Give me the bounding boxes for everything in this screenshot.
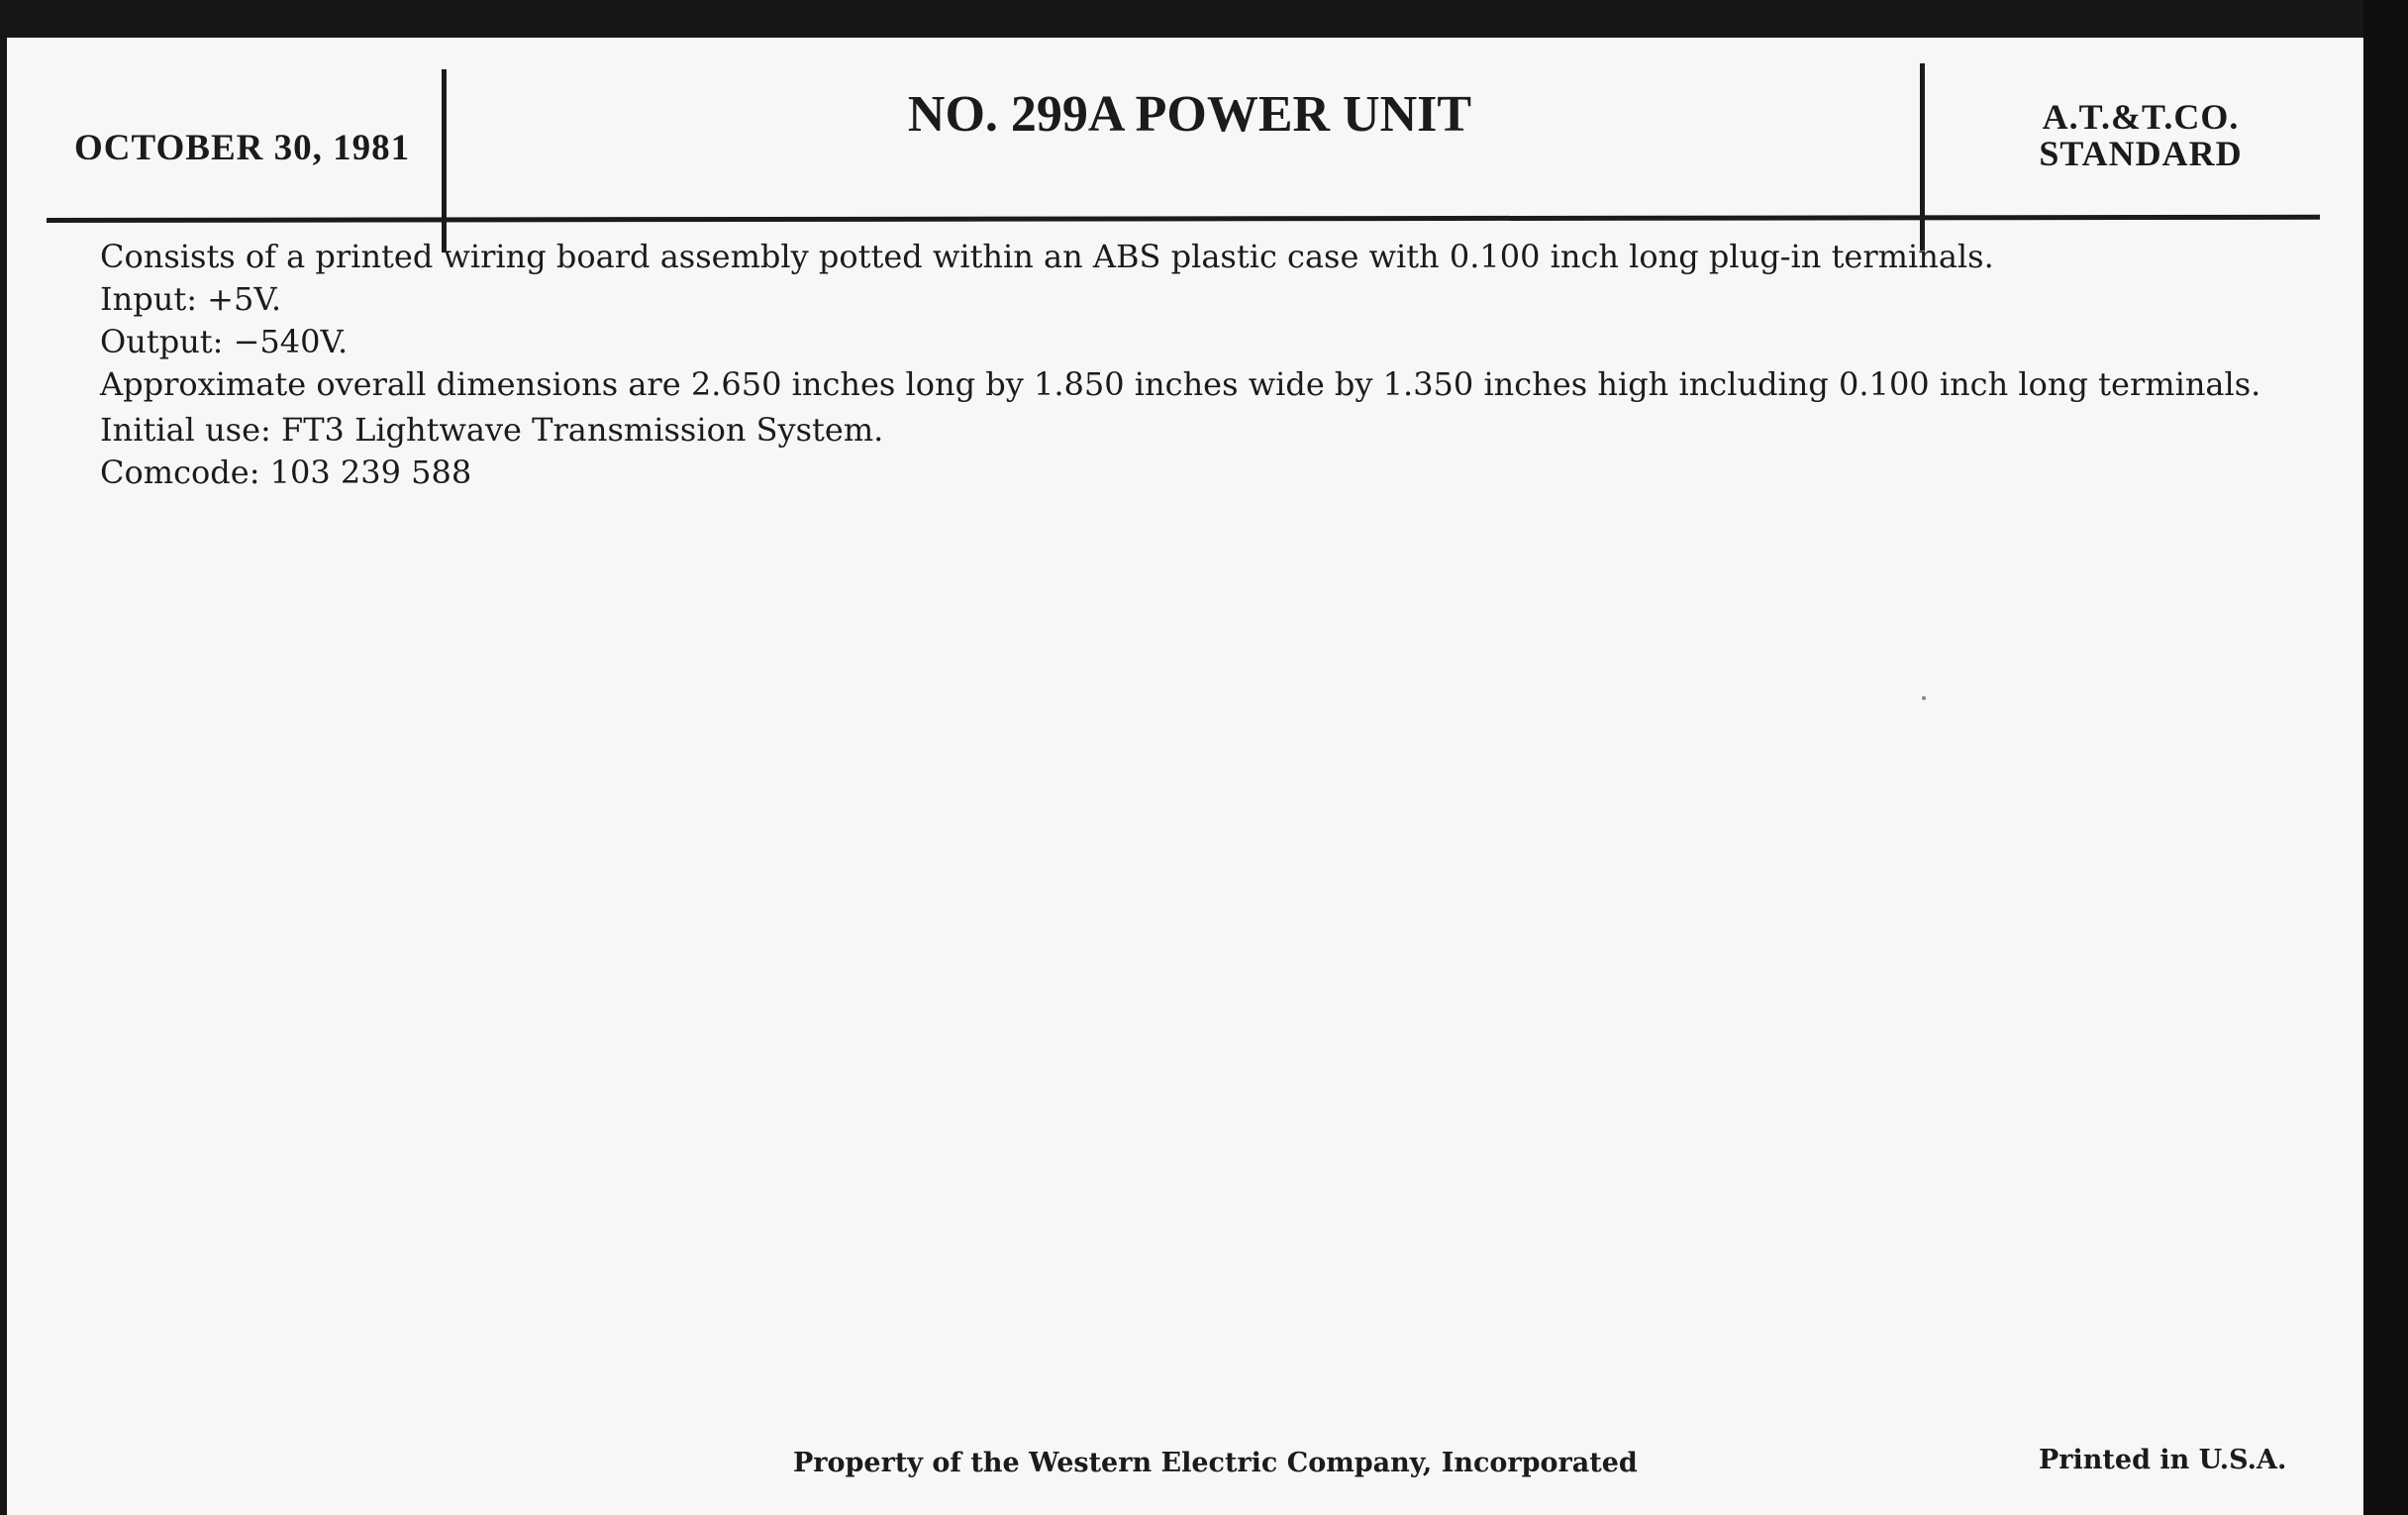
input-spec: Input: +5V. <box>100 280 282 318</box>
header-divider-left <box>442 69 447 252</box>
standard-label-line1: A.T.&T.CO. <box>2042 97 2240 137</box>
document-body <box>100 236 2288 494</box>
standard-label-line2: STANDARD <box>2039 134 2243 173</box>
output-spec: Output: −540V. <box>100 323 349 360</box>
scan-speck <box>1922 696 1926 700</box>
standard-label <box>1933 99 2349 172</box>
document-date: OCTOBER 30, 1981 <box>74 128 411 168</box>
header-rule <box>47 215 2320 223</box>
document-title: NO. 299A POWER UNIT <box>907 86 1472 143</box>
scan-edge <box>2363 0 2408 1515</box>
initial-use-text: Initial use: FT3 Lightwave Transmission System. <box>100 411 884 449</box>
dimensions-spec: Approximate overall dimensions are 2.650 inches long by 1.850 inches wide by 1.350 inches high including 0.100 inch long terminals. <box>100 365 2261 403</box>
comcode-text: Comcode: 103 239 588 <box>100 454 472 491</box>
header-divider-right <box>1920 63 1925 251</box>
document-card <box>7 38 2363 1515</box>
description-text: Consists of a printed wiring board assembly potted within an ABS plastic case with 0.100 inch long plug-in terminals. <box>100 238 1994 275</box>
printed-in-footer: Printed in U.S.A. <box>2039 1445 2287 1475</box>
property-footer: Property of the Western Electric Company, Incorporated <box>793 1448 1638 1478</box>
